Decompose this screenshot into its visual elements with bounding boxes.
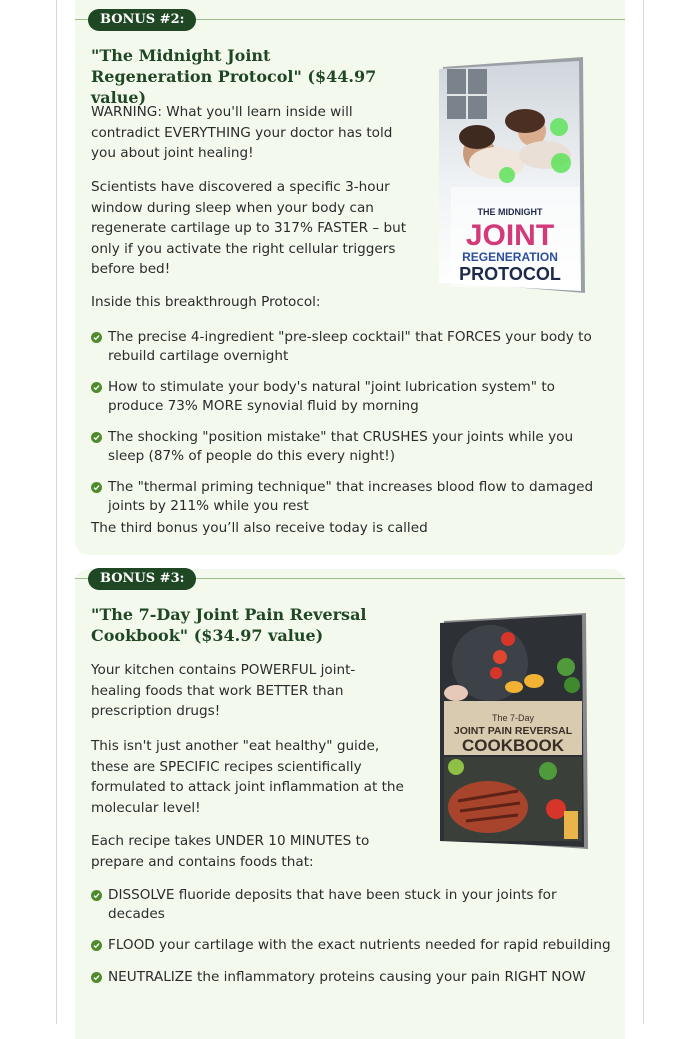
bonus-2-science: Scientists have discovered a specific 3-hour window during sleep when your body can regenerate cartilage up to 317% FASTER – but only if you activate the right cellular triggers before bed! bbox=[91, 179, 407, 277]
bonus-3-recipe-time: Each recipe takes UNDER 10 MINUTES to prepare and contains foods that: bbox=[91, 833, 370, 870]
bonus-3-bullet: NEUTRALIZE the inflammatory proteins causing your pain RIGHT NOW bbox=[91, 968, 611, 987]
cover-1-line-1: THE MIDNIGHT bbox=[477, 207, 543, 217]
cover-2-line-2: JOINT PAIN REVERSAL bbox=[453, 725, 573, 737]
check-circle-icon bbox=[91, 972, 102, 983]
check-circle-icon bbox=[91, 332, 102, 343]
bonus-3-title bbox=[91, 604, 371, 646]
check-circle-icon bbox=[91, 940, 102, 951]
cover-2-line-3: COOKBOOK bbox=[462, 736, 564, 755]
check-circle-icon bbox=[91, 382, 102, 393]
bonus-3-badge: BONUS #3: bbox=[88, 568, 196, 590]
bonus-2-bullet: How to stimulate your body's natural "joint lubrication system" to produce 73% MORE synovial fluid by morning bbox=[91, 378, 611, 415]
bonus-3-value: ($34.97 value) bbox=[193, 626, 324, 645]
bonus-2-badge: BONUS #2: bbox=[88, 9, 196, 31]
bonus-3-kitchen: Your kitchen contains POWERFUL joint-healing foods that work BETTER than prescription drugs! bbox=[91, 662, 356, 719]
bonus-2-bullet-list bbox=[91, 328, 611, 515]
bonus-2-bullet: The shocking "position mistake" that CRUSHES your joints while you sleep (87% of people do this every night!) bbox=[91, 428, 611, 465]
bonus-3-bullet-list bbox=[91, 886, 611, 986]
bonus-3-bullet: FLOOD your cartilage with the exact nutrients needed for rapid rebuilding bbox=[91, 936, 611, 955]
bonus-2-title bbox=[91, 45, 391, 108]
bonus-2-outro: The third bonus you’ll also receive today is called bbox=[91, 520, 428, 536]
bonus-2-title-text: "The Midnight Joint Regeneration Protocol" bbox=[91, 46, 302, 86]
cookbook-book-cover bbox=[438, 611, 590, 851]
cover-2-line-1: The 7-Day bbox=[491, 713, 535, 723]
check-circle-icon bbox=[91, 890, 102, 901]
cover-1-line-3: REGENERATION bbox=[462, 250, 558, 264]
bonus-3-bullet: DISSOLVE fluoride deposits that have been stuck in your joints for decades bbox=[91, 886, 611, 923]
cover-1-line-4: PROTOCOL bbox=[459, 264, 561, 284]
bonus-2-bullet: The precise 4-ingredient "pre-sleep cocktail" that FORCES your body to rebuild cartilage overnight bbox=[91, 328, 611, 365]
bonus-3-title-text: "The 7-Day Joint Pain Reversal Cookbook" bbox=[91, 605, 367, 645]
bonus-3-specific: This isn't just another "eat healthy" guide, these are SPECIFIC recipes scientifically formulated to attack joint inflammation at the molecular level! bbox=[91, 738, 404, 816]
check-circle-icon bbox=[91, 432, 102, 443]
bonus-2-inside-label: Inside this breakthrough Protocol: bbox=[91, 294, 321, 310]
check-circle-icon bbox=[91, 482, 102, 493]
bonus-2-value: ($44.97 value) bbox=[91, 67, 377, 107]
cover-1-line-2: JOINT bbox=[465, 219, 555, 252]
midnight-protocol-book-cover bbox=[437, 55, 589, 295]
bonus-2-bullet: The "thermal priming technique" that increases blood flow to damaged joints by 211% while you rest bbox=[91, 478, 611, 515]
bonus-2-warning: WARNING: What you'll learn inside will contradict EVERYTHING your doctor has told you about joint healing! bbox=[91, 104, 393, 161]
